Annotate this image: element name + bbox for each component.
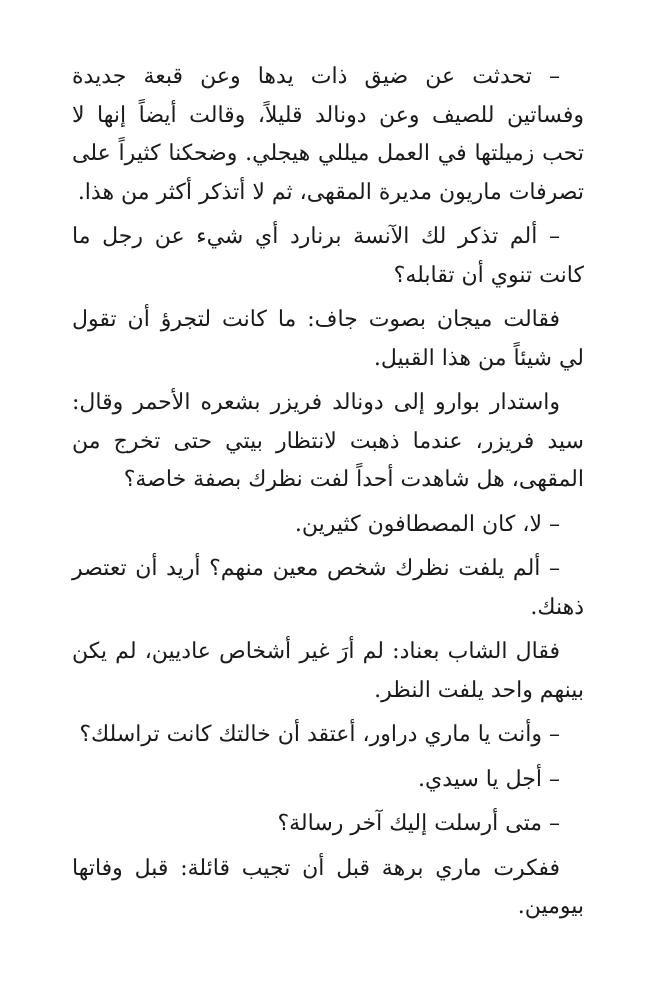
paragraph-3: فقالت ميجان بصوت جاف: ما كانت لتجرؤ أن تقول لي شيئاً من هذا القبيل. bbox=[72, 307, 584, 371]
paragraph-1: – تحدثت عن ضيق ذات يدها وعن قبعة جديدة وفساتين للصيف وعن دونالد قليلاً، وقالت أيضاً إنها لا تحب زميلتها في العمل ميللي هيجلي. وضحكنا كثيراً على تصرفات ماريون مديرة المقهى، ثم لا أتذكر أكثر من هذا. bbox=[72, 64, 584, 205]
paragraph-5: – لا، كان المصطافون كثيرين. bbox=[294, 511, 560, 537]
paragraph-4: واستدار بوارو إلى دونالد فريزر بشعره الأحمر وقال: سيد فريزر، عندما ذهبت لانتظار بيتي حتى تخرج من المقهى، هل شاهدت أحداً لفت نظرك بصفة خاصة؟ bbox=[72, 390, 584, 492]
paragraph-7: فقال الشاب بعناد: لم أرَ غير أشخاص عاديين، لم يكن بينهم واحد يلفت النظر. bbox=[72, 639, 584, 703]
paragraph-11: ففكرت ماري برهة قبل أن تجيب قائلة: قبل وفاتها بيومين. bbox=[72, 855, 584, 919]
paragraph-8: – وأنت يا ماري دراور، أعتقد أن خالتك كانت تراسلك؟ bbox=[79, 722, 560, 747]
paragraph-2: – ألم تذكر لك الآنسة برنارد أي شيء عن رجل ما كانت تنوي أن تقابله؟ bbox=[72, 224, 584, 288]
book-page bbox=[72, 58, 584, 933]
paragraph-6: – ألم يلفت نظرك شخص معين منهم؟ أريد أن تعتصر ذهنك. bbox=[72, 556, 584, 620]
paragraph-9: – أجل يا سيدي. bbox=[417, 766, 560, 792]
paragraph-10: – متى أرسلت إليك آخر رسالة؟ bbox=[277, 811, 560, 836]
